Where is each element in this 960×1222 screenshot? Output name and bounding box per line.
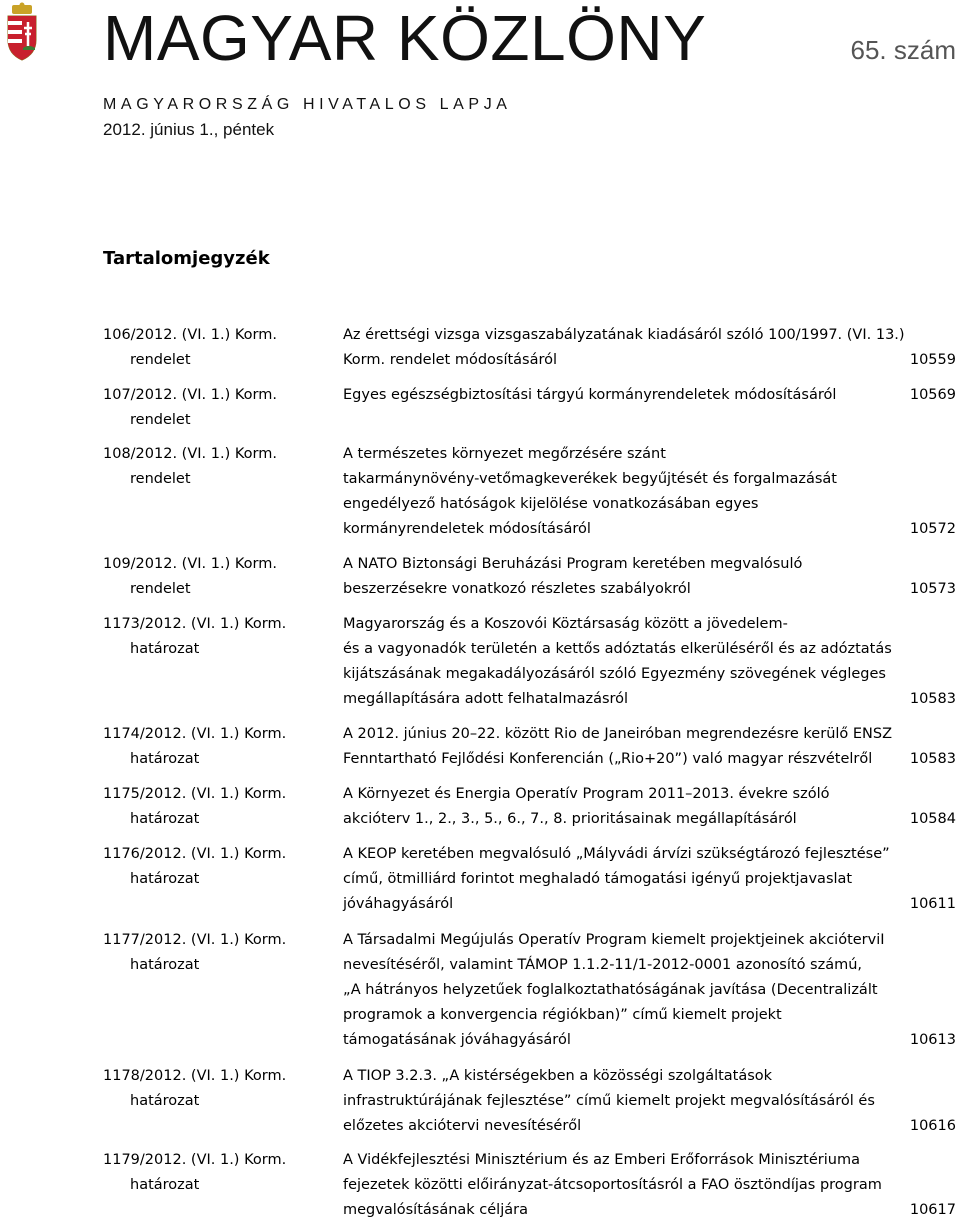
reference-type: rendelet xyxy=(130,412,191,428)
toc-entry-reference xyxy=(103,928,313,978)
title-line: Egyes egészségbiztosítási tárgyú kormányrendeletek módosításáról xyxy=(343,387,837,403)
page-number: 10583 xyxy=(909,751,956,767)
title-line: megvalósításának céljára xyxy=(343,1202,528,1218)
toc-entry-reference xyxy=(103,612,313,662)
toc-heading: Tartalomjegyzék xyxy=(103,248,270,269)
toc-entry-title xyxy=(343,842,890,917)
issue-number: 65. szám xyxy=(850,35,956,65)
title-line: beszerzésekre vonatkozó részletes szabályokról xyxy=(343,581,691,597)
toc-entry-reference xyxy=(103,782,313,832)
reference-number: 1173/2012. (VI. 1.) Korm. xyxy=(103,616,287,632)
title-line: A természetes környezet megőrzésére szánt xyxy=(343,446,666,462)
title-line: Korm. rendelet módosításáról xyxy=(343,352,558,368)
toc-entry-title xyxy=(343,552,883,602)
title-line: Az érettségi vizsga vizsgaszabályzatának kiadásáról szóló 100/1997. (VI. 13.) xyxy=(343,327,905,343)
reference-number: 1176/2012. (VI. 1.) Korm. xyxy=(103,846,287,862)
reference-number: 1179/2012. (VI. 1.) Korm. xyxy=(103,1152,287,1168)
publication-date: 2012. június 1., péntek xyxy=(103,120,275,139)
title-line: Magyarország és a Koszovói Köztársaság között a jövedelem- xyxy=(343,616,788,632)
toc-entry-title xyxy=(343,383,883,408)
toc-entry-title xyxy=(343,612,892,712)
title-line: kormányrendeletek módosításáról xyxy=(343,521,591,537)
title-line: című, ötmilliárd forintot meghaladó támogatási igényű projektjavaslat xyxy=(343,871,853,887)
reference-type: határozat xyxy=(130,811,200,827)
title-line: A Társadalmi Megújulás Operatív Program kiemelt projektjeinek akcióterviI xyxy=(343,932,885,948)
title-line: programok a konvergencia régiókban)” című kiemelt projekt xyxy=(343,1007,782,1023)
reference-number: 1175/2012. (VI. 1.) Korm. xyxy=(103,786,287,802)
reference-type: határozat xyxy=(130,871,200,887)
title-line: A 2012. június 20–22. között Rio de Janeiróban megrendezésre kerülő ENSZ xyxy=(343,726,893,742)
page-number: 10569 xyxy=(909,387,956,403)
title-line: jóváhagyásáról xyxy=(343,896,454,912)
reference-number: 1178/2012. (VI. 1.) Korm. xyxy=(103,1068,287,1084)
page-number: 10584 xyxy=(909,811,956,827)
title-line: engedélyező hatóságok kijelölése vonatkozásában egyes xyxy=(343,496,759,512)
page-number: 10572 xyxy=(909,521,956,537)
reference-number: 1174/2012. (VI. 1.) Korm. xyxy=(103,726,287,742)
page-number: 10617 xyxy=(909,1202,956,1218)
toc-entry-reference xyxy=(103,1148,313,1198)
reference-type: határozat xyxy=(130,1093,200,1109)
toc-entry-title xyxy=(343,323,905,373)
title-line: A Vidékfejlesztési Minisztérium és az Emberi Erőforrások Minisztériuma xyxy=(343,1152,860,1168)
reference-type: rendelet xyxy=(130,581,191,597)
title-line: nevesítéséről, valamint TÁMOP 1.1.2-11/1-2012-0001 azonosító számú, xyxy=(343,957,863,973)
toc-entry-reference xyxy=(103,323,313,373)
toc-entry-reference xyxy=(103,1064,313,1114)
reference-type: határozat xyxy=(130,641,200,657)
reference-type: határozat xyxy=(130,751,200,767)
publication-title: MAGYAR KÖZLÖNY xyxy=(103,2,707,74)
reference-number: 1177/2012. (VI. 1.) Korm. xyxy=(103,932,287,948)
toc-entry-title xyxy=(343,928,883,1053)
reference-type: rendelet xyxy=(130,352,191,368)
page-number: 10613 xyxy=(909,1032,956,1048)
title-line: előzetes akciótervi nevesítéséről xyxy=(343,1118,582,1134)
reference-number: 108/2012. (VI. 1.) Korm. xyxy=(103,446,277,462)
toc-entry-reference xyxy=(103,842,313,892)
toc-entry-reference xyxy=(103,552,313,602)
page-number: 10559 xyxy=(909,352,956,368)
toc-entry-title xyxy=(343,1064,883,1139)
page-number: 10611 xyxy=(909,896,956,912)
title-line: A NATO Biztonsági Beruházási Program keretében megvalósuló xyxy=(343,556,803,572)
title-line: „A hátrányos helyzetűek foglalkoztathatóságának javítása (Decentralizált xyxy=(343,982,878,998)
toc-entry-title xyxy=(343,722,893,772)
page-number: 10583 xyxy=(909,691,956,707)
toc-entry-reference xyxy=(103,442,313,492)
title-line: A Környezet és Energia Operatív Program 2011–2013. évekre szóló xyxy=(343,786,830,802)
title-line: és a vagyonadók területén a kettős adóztatás elkerüléséről és az adóztatás xyxy=(343,641,892,657)
title-line: fejezetek közötti előirányzat-átcsoportosításról a FAO ösztöndíjas program xyxy=(343,1177,882,1193)
title-line: megállapítására adott felhatalmazásról xyxy=(343,691,629,707)
page-number: 10573 xyxy=(909,581,956,597)
reference-number: 106/2012. (VI. 1.) Korm. xyxy=(103,327,277,343)
reference-type: rendelet xyxy=(130,471,191,487)
title-line: Fenntartható Fejlődési Konferencián („Rio+20”) való magyar részvételről xyxy=(343,751,873,767)
page-number: 10616 xyxy=(909,1118,956,1134)
toc-entry-reference xyxy=(103,383,313,433)
toc-entry-title xyxy=(343,782,883,832)
reference-type: határozat xyxy=(130,957,200,973)
reference-number: 107/2012. (VI. 1.) Korm. xyxy=(103,387,277,403)
title-line: infrastruktúrájának fejlesztése” című kiemelt projekt megvalósításáról és xyxy=(343,1093,875,1109)
title-line: akcióterv 1., 2., 3., 5., 6., 7., 8. prioritásainak megállapításáról xyxy=(343,811,797,827)
reference-type: határozat xyxy=(130,1177,200,1193)
title-line: takarmánynövény-vetőmagkeverékek begyűjtését és forgalmazását xyxy=(343,471,837,487)
toc-entry-title xyxy=(343,1148,883,1222)
title-line: A KEOP keretében megvalósuló „Mályvádi árvízi szükségtározó fejlesztése” xyxy=(343,846,890,862)
title-line: kijátszásának megakadályozásáról szóló Egyezmény szövegének végleges xyxy=(343,666,886,682)
toc-entry-title xyxy=(343,442,883,542)
coat-of-arms-icon xyxy=(4,2,40,64)
title-line: támogatásának jóváhagyásáról xyxy=(343,1032,571,1048)
toc-entry-reference xyxy=(103,722,313,772)
reference-number: 109/2012. (VI. 1.) Korm. xyxy=(103,556,277,572)
title-line: A TIOP 3.2.3. „A kistérségekben a közösségi szolgáltatások xyxy=(343,1068,773,1084)
publication-subtitle: MAGYARORSZÁG HIVATALOS LAPJA xyxy=(103,96,512,113)
